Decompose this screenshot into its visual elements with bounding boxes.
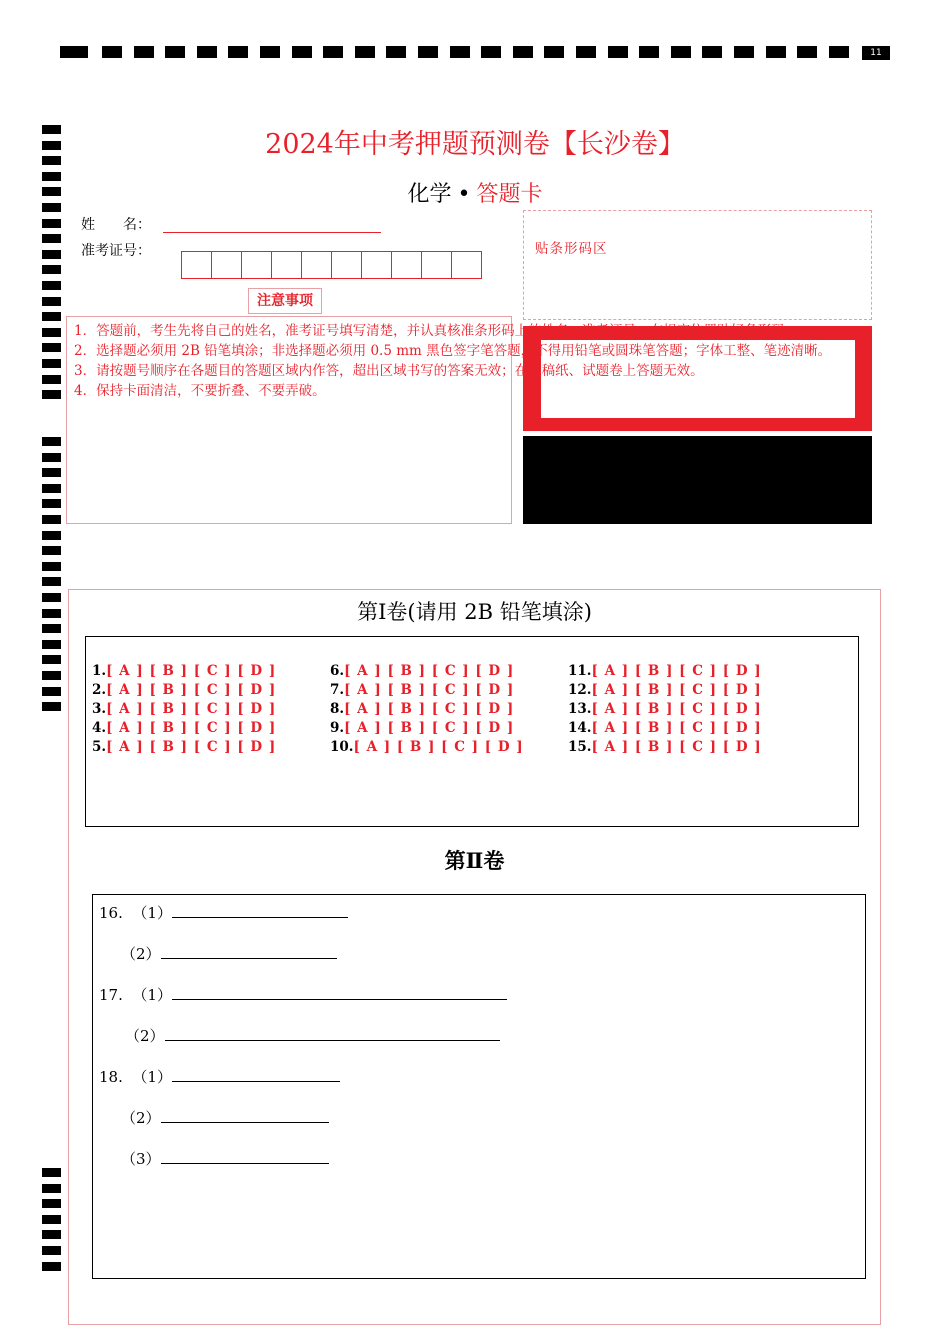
side-timing-mark: [42, 250, 61, 259]
side-timing-mark: [42, 640, 61, 649]
side-timing-mark: [42, 281, 61, 290]
q18-part2-label: （2）: [121, 1109, 161, 1127]
mc-question-number: 2.: [92, 682, 107, 698]
timing-mark: [702, 46, 722, 58]
mc-option-bubbles[interactable]: [ A ] [ B ] [ C ] [ D ]: [591, 663, 762, 679]
q17-part2-blank[interactable]: [165, 1026, 500, 1041]
mc-question-number: 15.: [568, 739, 592, 755]
q16-number: 16.: [99, 904, 123, 922]
timing-mark: [671, 46, 691, 58]
side-timing-mark: [42, 390, 61, 399]
side-timing-mark: [42, 265, 61, 274]
name-label: 姓 名：: [81, 217, 151, 233]
timing-mark: [386, 46, 406, 58]
side-timing-mark: [42, 624, 61, 633]
mc-question-number: 14.: [568, 720, 592, 736]
side-timing-mark: [42, 468, 61, 477]
q17-part1-label: （1）: [132, 986, 172, 1004]
timing-mark: [576, 46, 596, 58]
mc-question-row[interactable]: [568, 719, 762, 738]
q18-part1-blank[interactable]: [172, 1067, 340, 1082]
notice-rule-3: 3．请按题号顺序在各题目的答题区域内作答，超出区域书写的答案无效；在草稿纸、试题卷上答题无效。: [74, 363, 704, 379]
timing-mark: [766, 46, 786, 58]
timing-mark: [323, 46, 343, 58]
q16-part1-blank[interactable]: [172, 903, 348, 918]
q17-number: 17.: [99, 986, 123, 1004]
q17-part2: [125, 1026, 500, 1046]
mc-column: [330, 662, 524, 757]
q16-part2-blank[interactable]: [161, 944, 337, 959]
section1-title: 第Ⅰ卷(请用 2B 铅笔填涂): [357, 600, 592, 624]
mc-question-row[interactable]: [568, 700, 762, 719]
q17-part2-label: （2）: [125, 1027, 165, 1045]
side-timing-mark: [42, 328, 61, 337]
q18-part1-label: （1）: [132, 1068, 172, 1086]
mc-question-row[interactable]: [92, 719, 276, 738]
q18-number: 18.: [99, 1068, 123, 1086]
mc-question-row[interactable]: [92, 662, 276, 681]
side-timing-mark: [42, 453, 61, 462]
side-timing-mark: [42, 437, 61, 446]
timing-mark: [197, 46, 217, 58]
ticket-digit-box[interactable]: [241, 251, 271, 279]
q18-part3-blank[interactable]: [161, 1149, 329, 1164]
side-timing-mark: [42, 671, 61, 680]
ticket-digit-box[interactable]: [361, 251, 391, 279]
q16-part1: [99, 903, 348, 923]
side-timing-mark: [42, 531, 61, 540]
mc-option-bubbles[interactable]: [ A ] [ B ] [ C ] [ D ]: [591, 701, 762, 717]
q17-part1: [99, 985, 507, 1005]
mc-question-row[interactable]: [568, 662, 762, 681]
mc-option-bubbles[interactable]: [ A ] [ B ] [ C ] [ D ]: [106, 720, 277, 736]
ticket-digit-box[interactable]: [331, 251, 361, 279]
timing-mark: [260, 46, 280, 58]
card-subtitle: [0, 180, 950, 210]
ticket-digit-box[interactable]: [451, 251, 482, 279]
mc-question-number: 4.: [92, 720, 107, 736]
side-timing-mark: [42, 312, 61, 321]
q18-part1: [99, 1067, 340, 1087]
mc-option-bubbles[interactable]: [ A ] [ B ] [ C ] [ D ]: [344, 720, 515, 736]
ticket-number-field[interactable]: [181, 251, 482, 279]
mc-option-bubbles[interactable]: [ A ] [ B ] [ C ] [ D ]: [344, 682, 515, 698]
timing-mark: [60, 46, 88, 58]
timing-mark: [292, 46, 312, 58]
side-timing-mark: [42, 577, 61, 586]
ticket-number-label: 准考证号：: [81, 243, 151, 259]
notice-tag: 注意事项: [248, 288, 322, 314]
side-timing-mark: [42, 1215, 61, 1224]
timing-mark: [450, 46, 470, 58]
mc-question-row[interactable]: [330, 719, 524, 738]
mc-option-bubbles[interactable]: [ A ] [ B ] [ C ] [ D ]: [106, 739, 277, 755]
timing-mark: [102, 46, 122, 58]
side-timing-mark: [42, 375, 61, 384]
mc-option-bubbles[interactable]: [ A ] [ B ] [ C ] [ D ]: [591, 682, 762, 698]
side-timing-mark: [42, 1168, 61, 1177]
timing-mark: [829, 46, 849, 58]
mc-column: [568, 662, 762, 757]
mc-question-row[interactable]: [92, 700, 276, 719]
timing-mark: [608, 46, 628, 58]
side-timing-mark: [42, 546, 61, 555]
mc-column: [92, 662, 276, 757]
mc-option-bubbles[interactable]: [ A ] [ B ] [ C ] [ D ]: [353, 739, 524, 755]
ticket-digit-box[interactable]: [301, 251, 331, 279]
mc-question-number: 8.: [330, 701, 345, 717]
notice-rule-4: 4．保持卡面清洁，不要折叠、不要弄破。: [74, 383, 326, 399]
mc-question-row[interactable]: [92, 681, 276, 700]
timing-mark: [355, 46, 375, 58]
timing-mark: [513, 46, 533, 58]
side-timing-mark: [42, 1262, 61, 1271]
mc-option-bubbles[interactable]: [ A ] [ B ] [ C ] [ D ]: [106, 682, 277, 698]
q18-part3: [121, 1149, 329, 1169]
mc-question-row[interactable]: [330, 700, 524, 719]
mc-option-bubbles[interactable]: [ A ] [ B ] [ C ] [ D ]: [106, 701, 277, 717]
page-number: 11: [862, 46, 890, 60]
timing-mark: [797, 46, 817, 58]
mc-question-number: 6.: [330, 663, 345, 679]
q17-part1-blank[interactable]: [172, 985, 507, 1000]
mc-option-bubbles[interactable]: [ A ] [ B ] [ C ] [ D ]: [591, 739, 762, 755]
ticket-digit-box[interactable]: [271, 251, 301, 279]
side-timing-mark: [42, 702, 61, 711]
barcode-area: [523, 210, 872, 320]
timing-mark: [418, 46, 438, 58]
side-timing-mark: [42, 484, 61, 493]
section2-title: 第Ⅱ卷: [444, 848, 505, 873]
timing-mark: [639, 46, 659, 58]
card-name: 答题卡: [476, 182, 543, 207]
notice-rule-1: 1．答题前，考生先将自己的姓名，准考证号填写清楚，并认真核准条形码上的姓名、准考证号，在规定位置贴好条形码。: [74, 323, 799, 339]
timing-mark: [544, 46, 564, 58]
q16-part2-label: （2）: [121, 945, 161, 963]
ticket-digit-box[interactable]: [211, 251, 241, 279]
mc-question-number: 13.: [568, 701, 592, 717]
exam-title: 2024年中考押题预测卷【长沙卷】: [265, 129, 685, 160]
mc-question-row[interactable]: [568, 738, 762, 757]
timing-mark: [228, 46, 248, 58]
subject-name: 化学: [407, 182, 452, 207]
side-timing-mark: [42, 297, 61, 306]
side-timing-mark: [42, 1184, 61, 1193]
ticket-digit-box[interactable]: [181, 251, 211, 279]
mc-question-number: 7.: [330, 682, 345, 698]
mc-question-row[interactable]: [330, 681, 524, 700]
side-timing-mark: [42, 1246, 61, 1255]
q18-part2: [121, 1108, 329, 1128]
barcode-label: 贴条形码区: [535, 241, 608, 257]
side-timing-mark: [42, 499, 61, 508]
mc-option-bubbles[interactable]: [ A ] [ B ] [ C ] [ D ]: [344, 663, 515, 679]
q16-part2: [121, 944, 337, 964]
mc-option-bubbles[interactable]: [ A ] [ B ] [ C ] [ D ]: [106, 663, 277, 679]
side-timing-mark: [42, 234, 61, 243]
side-timing-mark: [42, 655, 61, 664]
mc-question-row[interactable]: [330, 738, 524, 757]
side-timing-mark: [42, 515, 61, 524]
timing-mark: [134, 46, 154, 58]
ticket-digit-box[interactable]: [421, 251, 451, 279]
mc-question-number: 9.: [330, 720, 345, 736]
mc-question-number: 12.: [568, 682, 592, 698]
side-timing-mark: [42, 1230, 61, 1239]
notice-rules: [74, 321, 950, 401]
mc-question-row[interactable]: [568, 681, 762, 700]
side-timing-mark: [42, 219, 61, 228]
mc-option-bubbles[interactable]: [ A ] [ B ] [ C ] [ D ]: [591, 720, 762, 736]
timing-mark: [734, 46, 754, 58]
timing-mark: [165, 46, 185, 58]
side-timing-mark: [42, 609, 61, 618]
name-field[interactable]: [163, 231, 381, 233]
side-timing-mark: [42, 1199, 61, 1208]
side-timing-mark: [42, 687, 61, 696]
mc-question-number: 3.: [92, 701, 107, 717]
notice-rule-2: 2．选择题必须用 2B 铅笔填涂；非选择题必须用 0.5 mm 黑色签字笔答题，不得用铅笔或圆珠笔答题；字体工整、笔迹清晰。: [74, 343, 832, 359]
mc-question-number: 10.: [330, 739, 354, 755]
mc-question-row[interactable]: [92, 738, 276, 757]
mc-question-number: 5.: [92, 739, 107, 755]
mc-question-row[interactable]: [330, 662, 524, 681]
q18-part3-label: （3）: [121, 1150, 161, 1168]
mc-question-number: 11.: [568, 663, 592, 679]
side-timing-mark: [42, 593, 61, 602]
mc-option-bubbles[interactable]: [ A ] [ B ] [ C ] [ D ]: [344, 701, 515, 717]
subtitle-separator: •: [457, 182, 471, 207]
side-timing-mark: [42, 562, 61, 571]
q18-part2-blank[interactable]: [161, 1108, 329, 1123]
timing-mark: [481, 46, 501, 58]
side-timing-mark: [42, 359, 61, 368]
ticket-digit-box[interactable]: [391, 251, 421, 279]
mc-question-number: 1.: [92, 663, 107, 679]
black-block-mark: [523, 436, 872, 524]
q16-part1-label: （1）: [132, 904, 172, 922]
side-timing-mark: [42, 343, 61, 352]
